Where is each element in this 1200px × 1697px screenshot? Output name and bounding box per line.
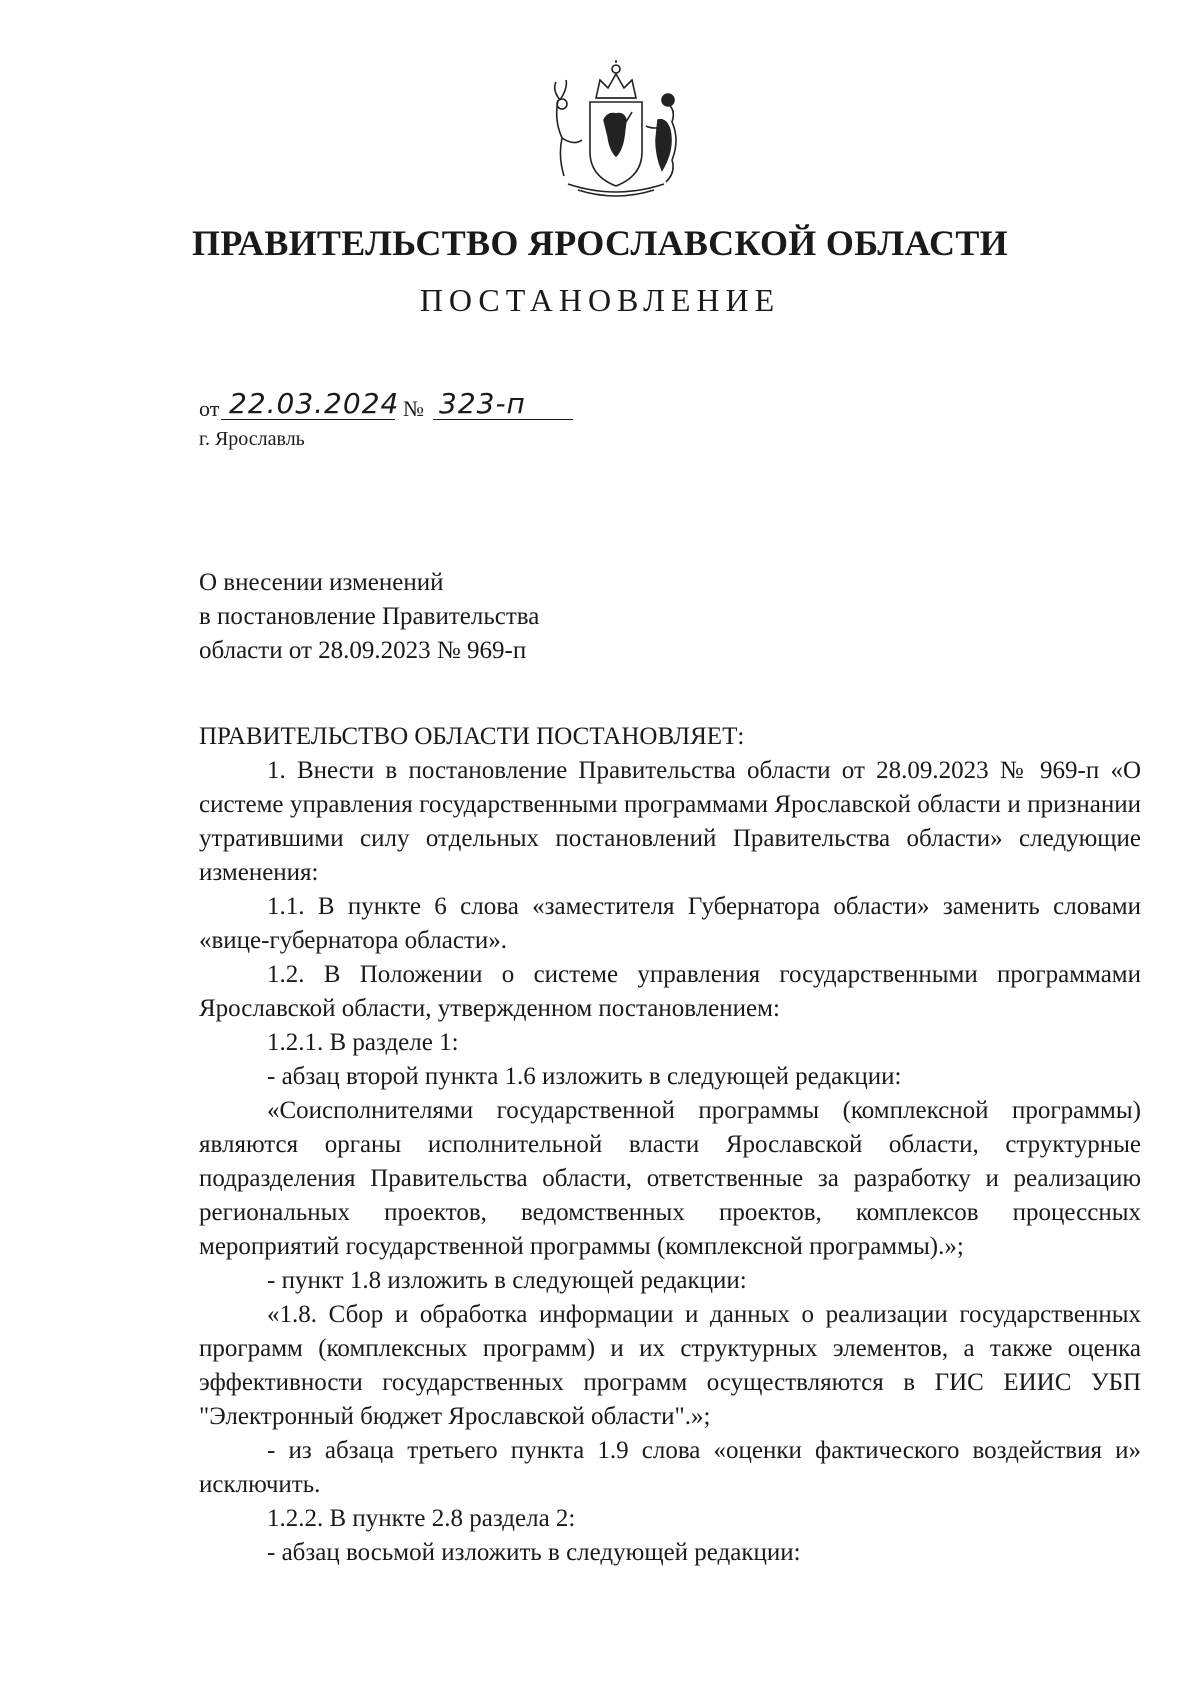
resolution-heading: ПРАВИТЕЛЬСТВО ОБЛАСТИ ПОСТАНОВЛЯЕТ: [199, 723, 745, 750]
handwritten-date: 22.03.2024 [229, 387, 400, 420]
paragraph: - абзац второй пункта 1.6 изложить в следующей редакции: [267, 1063, 902, 1090]
subject-line: в постановление Правительства [199, 603, 540, 630]
paragraph: 1.1. В пункте 6 слова «заместителя Губернатора области» заменить словами «вице-губернатора области». [199, 893, 1141, 954]
coat-of-arms [538, 60, 694, 200]
subject-line: области от 28.09.2023 № 969-п [199, 637, 527, 664]
yaroslavl-coat-of-arms-icon [538, 60, 694, 200]
date-number-line [199, 387, 699, 430]
document-body [199, 720, 1141, 1570]
paragraph: - пункт 1.8 изложить в следующей редакции: [267, 1267, 747, 1294]
paragraph: «Соисполнителями государственной программы (комплексной программы) являются органы исполнительной власти Ярославской области, структурные подразделения Правительства области, ответственные за разработку и реализацию региональных проектов, ведомственных проектов, комплексов процессных мероприятий государственной программы (комплексной программы).»; [199, 1097, 1141, 1260]
paragraph: 1. Внести в постановление Правительства области от 28.09.2023 № 969-п «О системе управления государственными программами Ярославской области и признании утратившими силу отдельных постановлений Правительства области» следующие изменения: [199, 757, 1141, 886]
paragraph: 1.2.2. В пункте 2.8 раздела 2: [267, 1505, 576, 1532]
paragraph: - из абзаца третьего пункта 1.9 слова «оценки фактического воздействия и» исключить. [199, 1437, 1141, 1498]
document-type: ПОСТАНОВЛЕНИЕ [419, 282, 781, 318]
date-prefix: от [199, 396, 220, 421]
paragraph: - абзац восьмой изложить в следующей редакции: [267, 1539, 801, 1566]
government-title: ПРАВИТЕЛЬСТВО ЯРОСЛАВСКОЙ ОБЛАСТИ [192, 223, 1008, 263]
handwritten-number: 323-п [439, 387, 526, 420]
subject-line: О внесении изменений [199, 569, 444, 596]
subject-block [199, 566, 539, 668]
paragraph: 1.2.1. В разделе 1: [267, 1029, 459, 1056]
city: г. Ярославль [199, 428, 305, 450]
paragraph: 1.2. В Положении о системе управления государственными программами Ярославской области, утвержденном постановлением: [199, 961, 1141, 1022]
paragraph: «1.8. Сбор и обработка информации и данных о реализации государственных программ (комплексных программ) и их структурных элементов, а также оценка эффективности государственных программ осуществляются в ГИС ЕИИС УБП "Электронный бюджет Ярославской области".»; [199, 1301, 1141, 1430]
number-prefix: № [403, 396, 424, 421]
